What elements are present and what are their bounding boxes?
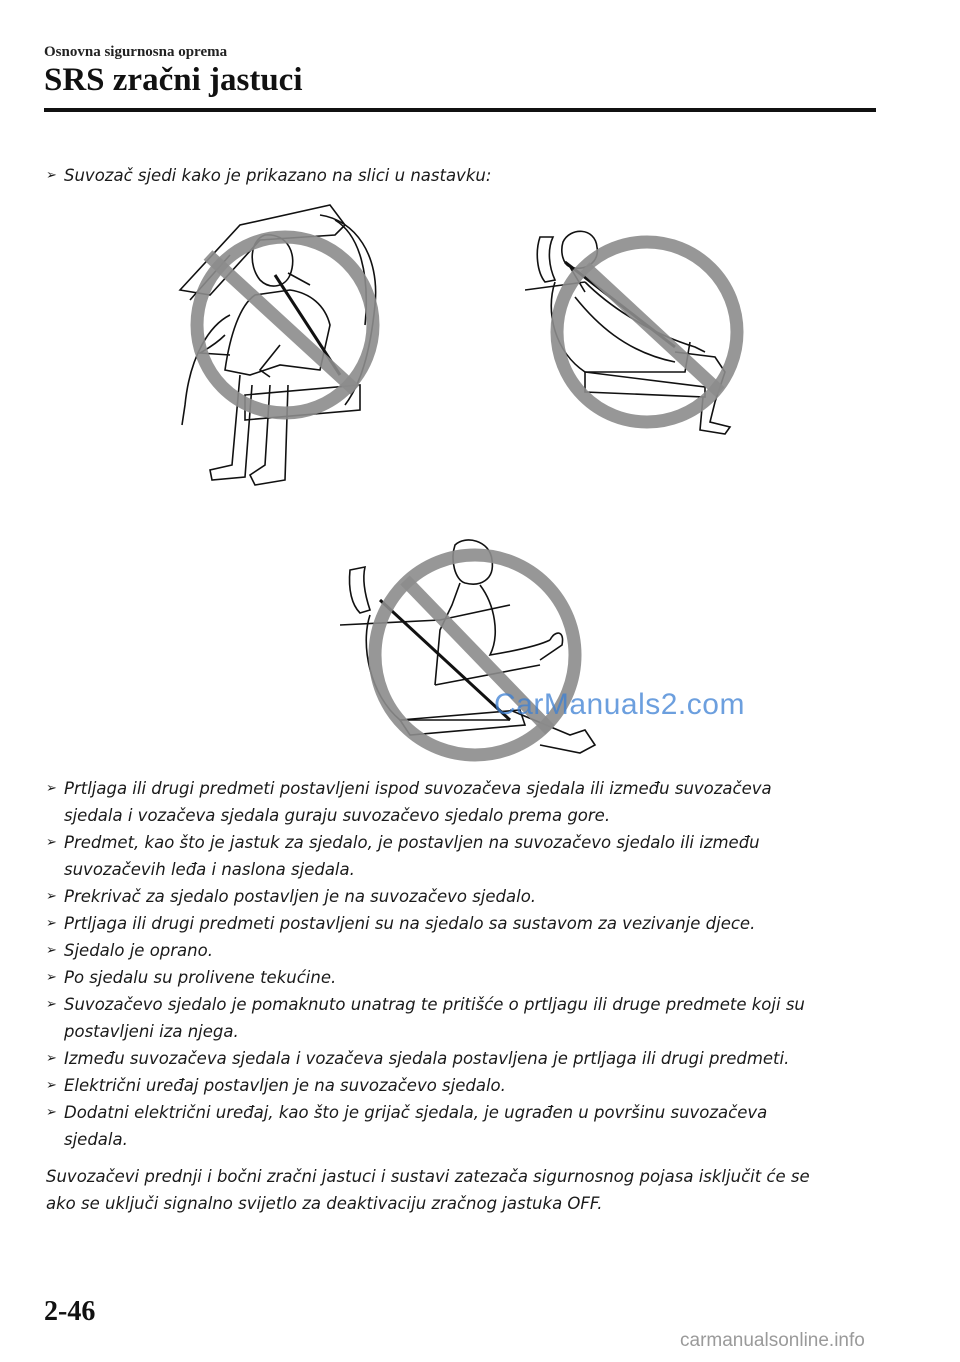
page-number: 2-46: [44, 1296, 96, 1327]
page-title: SRS zračni jastuci: [44, 62, 303, 98]
closing-paragraph-line: Suvozačevi prednji i bočni zračni jastuci i sustavi zatezača sigurnosnog pojasa isključit će se: [46, 1167, 810, 1186]
arrow-bullet-icon: ➢: [46, 835, 57, 850]
list-item-text: Između suvozačeva sjedala i vozačeva sjedala postavljena je prtljaga ili drugi predmeti.: [64, 1049, 790, 1068]
arrow-bullet-icon: ➢: [46, 1078, 57, 1093]
list-item-text-continued: sjedala.: [64, 1130, 128, 1149]
prohibited-leaning-passenger-icon: [340, 535, 630, 770]
list-item-text: Električni uređaj postavljen je na suvozačevo sjedalo.: [64, 1076, 506, 1095]
intro-bullet-text: Suvozač sjedi kako je prikazano na slici u nastavku:: [64, 166, 492, 185]
prohibited-slouching-passenger-icon: [170, 195, 400, 495]
section-label: Osnovna sigurnosna oprema: [44, 44, 228, 60]
footer-watermark: carmanualsonline.info: [680, 1330, 865, 1351]
arrow-bullet-icon: ➢: [46, 168, 57, 183]
list-item: [46, 1045, 904, 1072]
list-item-text: Prekrivač za sjedalo postavljen je na suvozačevo sjedalo.: [64, 887, 537, 906]
arrow-bullet-icon: ➢: [46, 916, 57, 931]
list-item-text: Prtljaga ili drugi predmeti postavljeni ispod suvozačeva sjedala ili između suvozačeva: [64, 779, 772, 798]
list-item: [46, 1072, 904, 1099]
header-divider: [44, 108, 876, 112]
watermark-text: CarManuals2.com: [494, 688, 745, 721]
list-item: [46, 775, 904, 829]
arrow-bullet-icon: ➢: [46, 889, 57, 904]
list-item: [46, 829, 904, 883]
list-item-text: Po sjedalu su prolivene tekućine.: [64, 968, 337, 987]
arrow-bullet-icon: ➢: [46, 781, 57, 796]
arrow-bullet-icon: ➢: [46, 1105, 57, 1120]
arrow-bullet-icon: ➢: [46, 997, 57, 1012]
list-item-text: Sjedalo je oprano.: [64, 941, 213, 960]
list-item: [46, 937, 904, 964]
intro-bullet: [46, 162, 904, 189]
list-item-text-continued: suvozačevih leđa i naslona sjedala.: [64, 860, 355, 879]
list-item-text: Prtljaga ili drugi predmeti postavljeni su na sjedalo sa sustavom za vezivanje djece.: [64, 914, 756, 933]
list-item: [46, 1099, 904, 1153]
arrow-bullet-icon: ➢: [46, 970, 57, 985]
closing-paragraph-line: ako se uključi signalno svijetlo za deaktivaciju zračnog jastuka OFF.: [46, 1194, 603, 1213]
list-item-text-continued: sjedala i vozačeva sjedala guraju suvozačevo sjedalo prema gore.: [64, 806, 611, 825]
list-item: [46, 910, 904, 937]
list-item-text-continued: postavljeni iza njega.: [64, 1022, 239, 1041]
list-item: [46, 991, 904, 1045]
list-item: [46, 883, 904, 910]
list-item: [46, 964, 904, 991]
arrow-bullet-icon: ➢: [46, 1051, 57, 1066]
list-item-text: Dodatni električni uređaj, kao što je grijač sjedala, je ugrađen u površinu suvozačeva: [64, 1103, 768, 1122]
list-item-text: Suvozačevo sjedalo je pomaknuto unatrag te pritišće o prtljagu ili druge predmete koji su: [64, 995, 805, 1014]
prohibited-reclined-passenger-icon: [525, 222, 775, 442]
closing-paragraph: [46, 1163, 896, 1217]
arrow-bullet-icon: ➢: [46, 943, 57, 958]
list-item-text: Predmet, kao što je jastuk za sjedalo, je postavljen na suvozačevo sjedalo ili između: [64, 833, 760, 852]
